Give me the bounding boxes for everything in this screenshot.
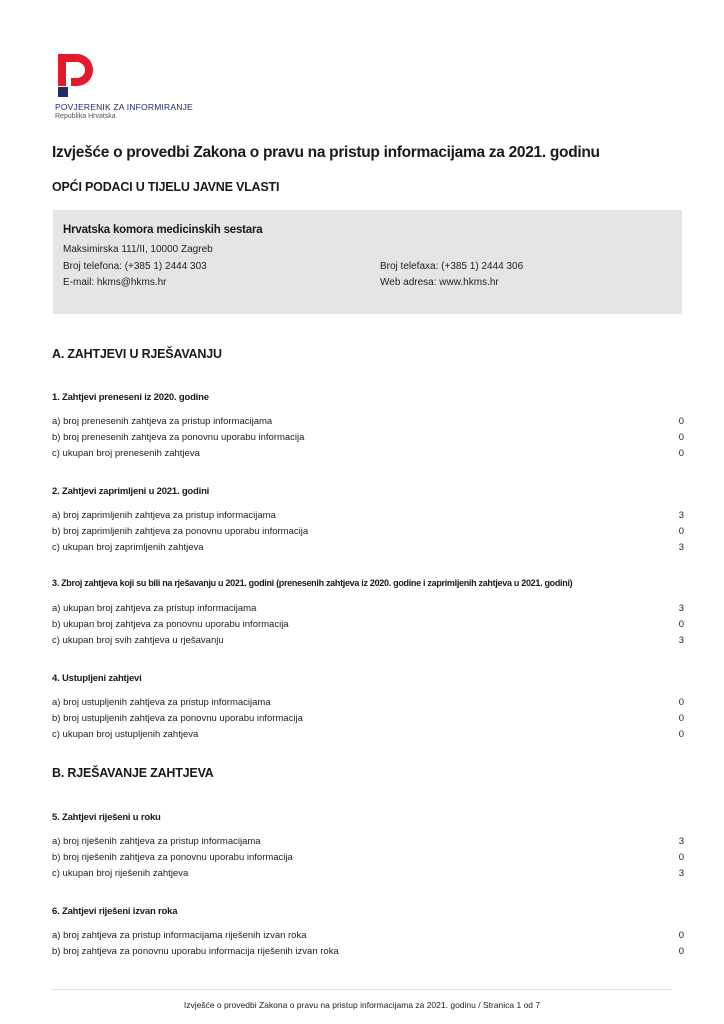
row-value: 3 xyxy=(678,635,684,646)
row-value: 0 xyxy=(678,619,684,630)
row-value: 0 xyxy=(678,448,684,459)
q2-row-a xyxy=(52,510,684,526)
q5-row-b xyxy=(52,852,684,868)
q1-row-c xyxy=(52,448,684,464)
row-label: c) ukupan broj svih zahtjeva u rješavanju xyxy=(52,635,224,646)
section-a-heading: A. ZAHTJEVI U RJEŠAVANJU xyxy=(52,347,222,361)
row-value: 0 xyxy=(678,416,684,427)
section-b-heading: B. RJEŠAVANJE ZAHTJEVA xyxy=(52,766,214,780)
commissioner-logo xyxy=(55,52,215,122)
row-label: a) broj ustupljenih zahtjeva za pristup informacijama xyxy=(52,697,271,708)
row-label: b) ukupan broj zahtjeva za ponovnu uporabu informacija xyxy=(52,619,289,630)
organization-web: Web adresa: www.hkms.hr xyxy=(380,277,499,288)
row-value: 3 xyxy=(678,542,684,553)
general-data-heading: OPĆI PODACI U TIJELU JAVNE VLASTI xyxy=(52,180,280,194)
q3-row-c xyxy=(52,635,684,651)
q6-row-a xyxy=(52,930,684,946)
row-value: 0 xyxy=(678,713,684,724)
footer-divider xyxy=(52,989,672,990)
row-value: 0 xyxy=(678,729,684,740)
organization-email: E-mail: hkms@hkms.hr xyxy=(63,277,167,288)
row-value: 0 xyxy=(678,946,684,957)
row-value: 3 xyxy=(678,603,684,614)
document-title: Izvješće o provedbi Zakona o pravu na pristup informacijama za 2021. godinu xyxy=(52,144,600,161)
q3-row-b xyxy=(52,619,684,635)
row-label: b) broj riješenih zahtjeva za ponovnu uporabu informacija xyxy=(52,852,293,863)
q4-row-a xyxy=(52,697,684,713)
q4-heading: 4. Ustupljeni zahtjevi xyxy=(52,673,142,684)
row-label: b) broj zahtjeva za ponovnu uporabu informacija riješenih izvan roka xyxy=(52,946,339,957)
row-label: c) ukupan broj prenesenih zahtjeva xyxy=(52,448,200,459)
row-label: b) broj zaprimljenih zahtjeva za ponovnu uporabu informacija xyxy=(52,526,309,537)
row-label: a) broj prenesenih zahtjeva za pristup informacijama xyxy=(52,416,273,427)
row-label: a) broj zahtjeva za pristup informacijama riješenih izvan roka xyxy=(52,930,307,941)
commissioner-logo-mark-icon xyxy=(55,52,95,100)
organization-name: Hrvatska komora medicinskih sestara xyxy=(63,224,263,236)
row-label: a) broj riješenih zahtjeva za pristup informacijama xyxy=(52,836,261,847)
q3-row-a xyxy=(52,603,684,619)
organization-address: Maksimirska 111/II, 10000 Zagreb xyxy=(63,244,213,255)
q5-heading: 5. Zahtjevi riješeni u roku xyxy=(52,812,161,823)
logo-subtitle: Republika Hrvatska xyxy=(55,113,116,120)
row-value: 0 xyxy=(678,526,684,537)
row-label: a) broj zaprimljenih zahtjeva za pristup informacijama xyxy=(52,510,276,521)
row-value: 0 xyxy=(678,697,684,708)
q4-row-c xyxy=(52,729,684,745)
row-value: 3 xyxy=(678,868,684,879)
q3-heading: 3. Zbroj zahtjeva koji su bili na rješavanju u 2021. godini (prenesenih zahtjeva iz 2020. godine i zaprimljenih zahtjeva u 2021. godini) xyxy=(52,578,573,588)
q6-heading: 6. Zahtjevi riješeni izvan roka xyxy=(52,906,178,917)
row-value: 0 xyxy=(678,852,684,863)
q5-row-c xyxy=(52,868,684,884)
row-label: b) broj prenesenih zahtjeva za ponovnu uporabu informacija xyxy=(52,432,305,443)
q2-row-c xyxy=(52,542,684,558)
row-label: b) broj ustupljenih zahtjeva za ponovnu uporabu informacija xyxy=(52,713,303,724)
q1-row-a xyxy=(52,416,684,432)
page-footer: Izvješće o provedbi Zakona o pravu na pristup informacijama za 2021. godinu / Stranica 1 od 7 xyxy=(183,1000,541,1010)
q1-heading: 1. Zahtjevi preneseni iz 2020. godine xyxy=(52,392,209,403)
organization-phone: Broj telefona: (+385 1) 2444 303 xyxy=(63,261,207,272)
q2-row-b xyxy=(52,526,684,542)
q2-heading: 2. Zahtjevi zaprimljeni u 2021. godini xyxy=(52,486,210,497)
row-value: 0 xyxy=(678,432,684,443)
q4-row-b xyxy=(52,713,684,729)
organization-fax: Broj telefaxa: (+385 1) 2444 306 xyxy=(380,261,524,272)
row-label: c) ukupan broj zaprimljenih zahtjeva xyxy=(52,542,204,553)
q1-row-b xyxy=(52,432,684,448)
row-value: 3 xyxy=(678,510,684,521)
organization-info-box xyxy=(53,210,682,314)
logo-title: POVJERENIK ZA INFORMIRANJE xyxy=(55,102,193,112)
row-value: 3 xyxy=(678,836,684,847)
row-value: 0 xyxy=(678,930,684,941)
q6-row-b xyxy=(52,946,684,962)
q5-row-a xyxy=(52,836,684,852)
row-label: a) ukupan broj zahtjeva za pristup informacijama xyxy=(52,603,257,614)
row-label: c) ukupan broj riješenih zahtjeva xyxy=(52,868,189,879)
row-label: c) ukupan broj ustupljenih zahtjeva xyxy=(52,729,199,740)
